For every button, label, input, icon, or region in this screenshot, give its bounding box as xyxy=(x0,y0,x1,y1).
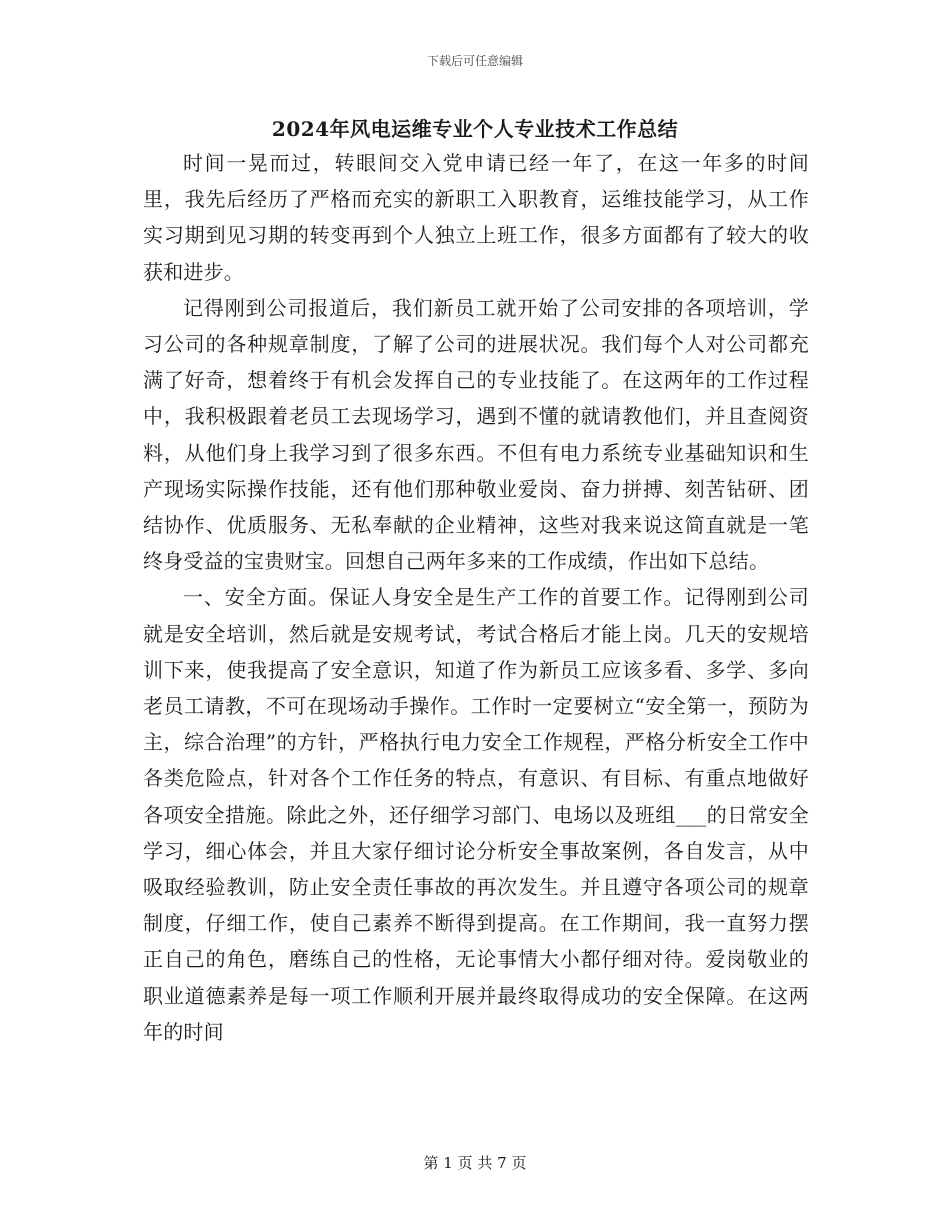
document-body xyxy=(143,145,809,1050)
paragraph-training: 记得刚到公司报道后，我们新员工就开始了公司安排的各项培训，学习公司的各种规章制度，了解了公司的进展状况。我们每个人对公司都充满了好奇，想着终于有机会发挥自己的专业技能了。在这两年的工作过程中，我积极跟着老员工去现场学习，遇到不懂的就请教他们，并且查阅资料，从他们身上我学习到了很多东西。不但有电力系统专业基础知识和生产现场实际操作技能，还有他们那种敬业爱岗、奋力拼搏、刻苦钻研、团结协作、优质服务、无私奉献的企业精神，这些对我来说这简直就是一笔终身受益的宝贵财宝。回想自己两年多来的工作成绩，作出如下总结。 xyxy=(143,295,809,574)
page-header-note: 下载后可任意编辑 xyxy=(426,54,523,68)
page-number-footer: 第 1 页 共 7 页 xyxy=(423,1154,527,1172)
document-title: 2024年风电运维专业个人专业技术工作总结 xyxy=(271,117,679,141)
paragraph-safety: 一、安全方面。保证人身安全是生产工作的首要工作。记得刚到公司就是安全培训，然后就是安规考试，考试合格后才能上岗。几天的安规培训下来，使我提高了安全意识，知道了作为新员工应该多看、多学、多向老员工请教，不可在现场动手操作。工作时一定要树立“安全第一，预防为主，综合治理”的方针，严格执行电力安全工作规程，严格分析安全工作中各类危险点，针对各个工作任务的特点，有意识、有目标、有重点地做好各项安全措施。除此之外，还仔细学习部门、电场以及班组___的日常安全学习，细心体会，并且大家仔细讨论分析安全事故案例，各自发言，从中吸取经验教训，防止安全责任事故的再次发生。并且遵守各项公司的规章制度，仔细工作，使自己素养不断得到提高。在工作期间，我一直努力摆正自己的角色，磨练自己的性格，无论事情大小都仔细对待。爱岗敬业的职业道德素养是每一项工作顺利开展并最终取得成功的安全保障。在这两年的时间 xyxy=(143,585,809,1044)
paragraph-intro: 时间一晃而过，转眼间交入党申请已经一年了，在这一年多的时间里，我先后经历了严格而充实的新职工入职教育，运维技能学习，从工作实习期到见习期的转变再到个人独立上班工作，很多方面都有了较大的收获和进步。 xyxy=(143,151,809,284)
